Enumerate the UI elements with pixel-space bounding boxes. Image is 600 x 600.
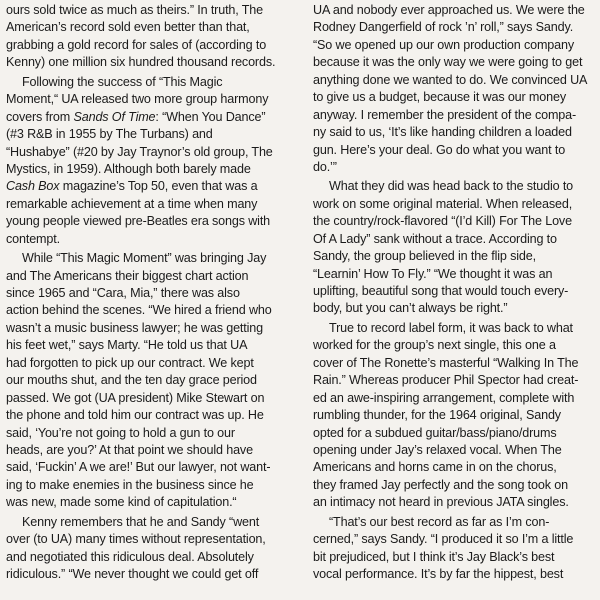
text-line: to give us a budget, because it was our money (313, 90, 566, 105)
text-line: Rain.” Whereas producer Phil Spector had creat- (313, 373, 579, 388)
text-line: since 1965 and “Cara, Mia,” there was also (6, 286, 240, 300)
text-line: American’s record sold even better than that, (6, 20, 250, 35)
text-line: Rodney Dangerfield of rock ’n’ roll,” says Sandy. (313, 20, 574, 35)
text-line (6, 109, 290, 126)
text-line: vocal performance. It’s by far the hippest, best (313, 567, 564, 581)
text-line: rumbling thunder, for the 1964 original, Sandy (313, 408, 561, 423)
text-run: magazine’s Top 50, even that was a (59, 179, 258, 194)
italic-title: Sands Of Time (73, 109, 156, 124)
text-line: the phone and told him our contract was up. He (6, 408, 264, 423)
text-line: said, ‘Fuckin’ A we are!’ But our lawyer, not want- (6, 460, 271, 475)
text-line: uplifting, beautiful song that would touch every- (313, 284, 569, 298)
text-line: Kenny) one million six hundred thousand records. (6, 55, 276, 70)
text-line: they framed Jay perfectly and the song took on (313, 477, 568, 492)
italic-title: Cash Box (6, 179, 60, 194)
text-line: “That’s our best record as far as I’m con- (329, 514, 550, 529)
text-line: Following the success of “This Magic (22, 74, 223, 89)
text-line: ridiculous.” “We never thought we could get off (6, 567, 259, 581)
text-line: was new, made some kind of capitulation.“ (6, 495, 237, 510)
text-line: gun. Here’s your deal. Go do what you want to (313, 142, 566, 157)
text-line: (#3 R&B in 1955 by The Turbans) and (6, 127, 213, 142)
text-line: anything done we wanted to do. We convinced UA (313, 72, 588, 87)
text-line: “So we opened up our own production company (313, 37, 574, 52)
text-line: and negotiated this ridiculous deal. Absolutely (6, 549, 254, 564)
text-line: ny said to us, ‘It’s like handing children a loaded (313, 125, 572, 140)
text-line: Kenny remembers that he and Sandy “went (22, 514, 260, 529)
text-line: ed an awe-inspiring arrangement, complete with (313, 390, 575, 405)
text-line: cerned,” says Sandy. “I produced it so I’m a little (313, 532, 574, 547)
text-line: Of A Lady” sank without a trace. According to (313, 231, 557, 246)
text-line: his feet wet,” says Marty. “He told us that UA (6, 338, 248, 353)
text-line: passed. We got (UA president) Mike Stewart on (6, 390, 265, 405)
text-line: contempt. (6, 231, 60, 246)
text-line: ing to make enemies in the business since he (6, 477, 254, 492)
text-line: opening under Jay’s relaxed vocal. When The (313, 442, 562, 457)
text-line: an intimacy not heard in previous JATA singles. (313, 495, 569, 510)
text-line: action behind the scenes. “We hired a friend who (6, 303, 272, 318)
right-text-column (313, 2, 597, 583)
text-line: bit prejudiced, but I think it’s Jay Black’s best (313, 549, 555, 564)
text-line: young people viewed pre-Beatles era songs with (6, 214, 271, 229)
text-line: heads, are you?’ At that point we should have (6, 442, 253, 457)
text-line: grabbing a gold record for sales of (according to (6, 37, 267, 52)
text-line: UA and nobody ever approached us. We were the (313, 3, 585, 17)
text-line: and The Americans their biggest chart action (6, 268, 249, 283)
text-line: opted for a subdued guitar/bass/piano/drums (313, 425, 557, 440)
text-line: remarkable achievement at a time when many (6, 196, 258, 211)
text-line: said, ‘You’re not going to hold a gun to our (6, 425, 235, 440)
text-run: covers from (6, 109, 74, 124)
text-line: Americans and horns came in on the chorus, (313, 460, 557, 475)
text-line: body, but you can’t always be right.” (313, 301, 508, 316)
text-line: wasn’t a music business lawyer; he was getting (6, 320, 263, 335)
text-line: True to record label form, it was back to what (329, 320, 573, 335)
text-line: “Hushabye” (#20 by Jay Traynor’s old group, The (6, 144, 273, 159)
text-line: Mystics, in 1959). Although both barely made (6, 161, 251, 176)
text-line: cover of The Ronette’s masterful “Walking In The (313, 355, 579, 370)
text-line: What they did was head back to the studio to (329, 179, 574, 194)
text-line: the country/rock-flavored “(I’d Kill) For The Love (313, 214, 572, 229)
text-line: because it was the only way we were going to get (313, 55, 583, 70)
text-line: While “This Magic Moment” was bringing Jay (22, 251, 267, 266)
text-line (6, 178, 290, 195)
text-line: Sandy, the group believed in the flip side, (313, 249, 536, 264)
text-line: ours sold twice as much as theirs.” In truth, The (6, 3, 263, 17)
text-line: do.’” (313, 159, 337, 174)
text-line: had forgotten to pick up our contract. We kept (6, 355, 254, 370)
text-line: over (to UA) many times without representation, (6, 532, 266, 547)
left-text-column (6, 2, 290, 583)
text-line: our mouths shut, and the ten day grace period (6, 373, 257, 388)
text-line: worked for the group’s next single, this one a (313, 338, 556, 353)
text-line: Moment,“ UA released two more group harmony (6, 92, 269, 107)
text-line: work on some original material. When released, (313, 196, 573, 211)
text-line: anyway. I remember the president of the compa- (313, 107, 577, 122)
text-line: “Learnin’ How To Fly.” “We thought it was an (313, 266, 553, 281)
text-run: : “When You Dance” (155, 109, 266, 124)
